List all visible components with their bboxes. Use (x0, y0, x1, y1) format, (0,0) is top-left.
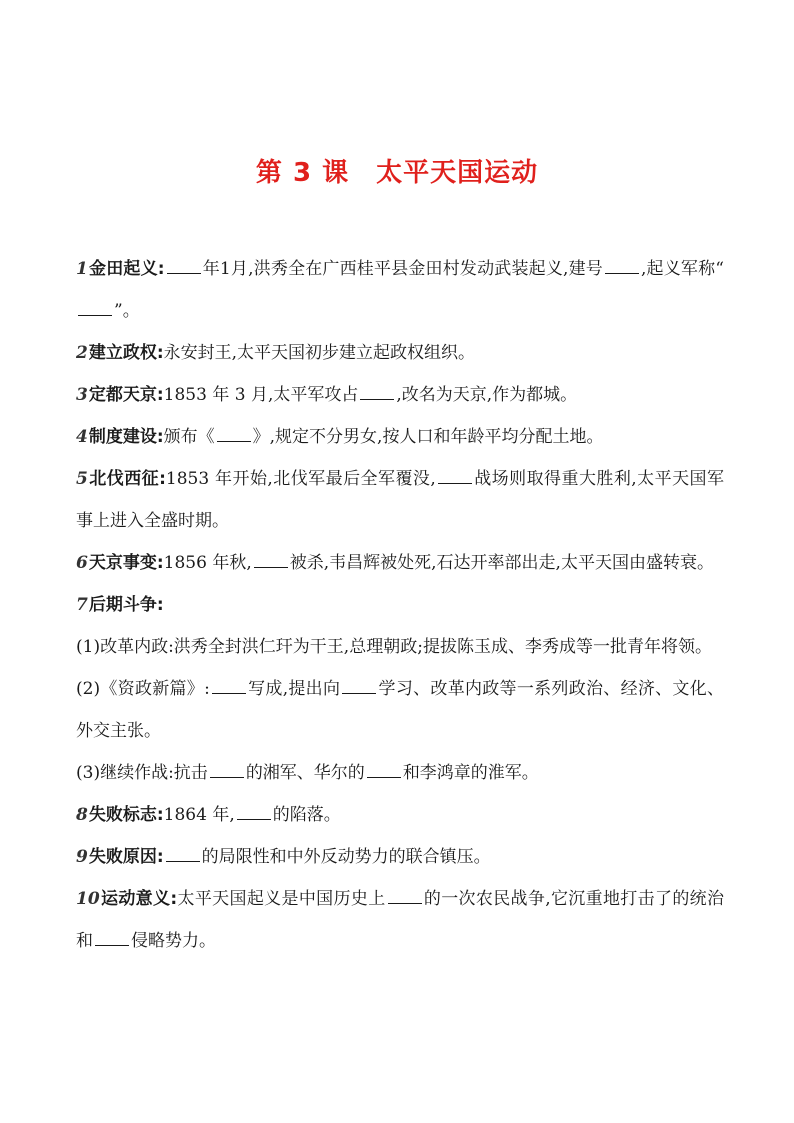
content-paragraph (76, 878, 724, 962)
fill-in-blank[interactable] (605, 259, 639, 274)
fill-in-blank[interactable] (342, 679, 376, 694)
content-paragraph (76, 542, 724, 584)
item-number: 3 (76, 385, 88, 405)
item-text: (1)改革内政:洪秀全封洪仁玕为干王,总理朝政;提拔陈玉成、李秀成等一批青年将领。 (76, 637, 712, 657)
item-text: 和李鸿章的淮军。 (402, 763, 539, 783)
content-paragraph (76, 332, 724, 374)
item-text: 》,规定不分男女,按人口和年龄平均分配土地。 (252, 427, 604, 447)
item-heading: 天京事变: (88, 553, 164, 573)
item-text: 的陷落。 (272, 805, 341, 825)
fill-in-blank[interactable] (360, 385, 394, 400)
item-text: 的一次农民战争,它沉重地打击了的统治和 (76, 889, 724, 951)
item-text: (3)继续作战:抗击 (76, 763, 208, 783)
fill-in-blank[interactable] (367, 763, 401, 778)
item-number: 2 (76, 343, 88, 363)
item-number: 9 (76, 847, 88, 867)
item-text: 的湘军、华尔的 (245, 763, 365, 783)
item-text: 年1月,洪秀全在广西桂平县金田村发动武装起义,建号 (202, 259, 603, 279)
item-heading: 后期斗争: (88, 595, 164, 615)
item-number: 5 (76, 469, 88, 489)
page-title: 第 3 课 太平天国运动 (255, 158, 539, 188)
fill-in-blank[interactable] (95, 931, 129, 946)
item-text: 被杀,韦昌辉被处死,石达开率部出走,太平天国由盛转衰。 (289, 553, 714, 573)
item-number: 4 (76, 427, 88, 447)
item-number: 7 (76, 595, 88, 615)
item-text: 1853 年 3 月,太平军攻占 (163, 385, 359, 405)
fill-in-blank[interactable] (254, 553, 288, 568)
content-paragraph (76, 626, 724, 668)
content-paragraph (76, 794, 724, 836)
item-heading: 失败原因: (88, 847, 164, 867)
item-number: 8 (76, 805, 88, 825)
item-number: 6 (76, 553, 88, 573)
content-paragraph (76, 416, 724, 458)
item-text: 写成,提出向 (247, 679, 341, 699)
lesson-content (76, 248, 724, 962)
item-text: ,改名为天京,作为都城。 (396, 385, 578, 405)
item-text: 1853 年开始,北伐军最后全军覆没, (165, 469, 436, 489)
item-text: ”。 (114, 301, 140, 321)
item-number: 1 (76, 259, 88, 279)
item-heading: 定都天京: (88, 385, 164, 405)
content-paragraph (76, 458, 724, 542)
fill-in-blank[interactable] (167, 259, 201, 274)
item-text: 颁布《 (163, 427, 215, 447)
item-heading: 运动意义: (100, 889, 178, 909)
item-heading: 失败标志: (88, 805, 164, 825)
item-text: 太平天国起义是中国历史上 (177, 889, 386, 909)
item-heading: 金田起义: (88, 259, 165, 279)
fill-in-blank[interactable] (212, 679, 246, 694)
content-paragraph (76, 668, 724, 752)
item-text: 永安封王,太平天国初步建立起政权组织。 (163, 343, 476, 363)
item-text: 战场则取得重大胜利,太平天国军事上进入全盛时期。 (76, 469, 724, 531)
fill-in-blank[interactable] (438, 469, 472, 484)
fill-in-blank[interactable] (388, 889, 422, 904)
fill-in-blank[interactable] (166, 847, 200, 862)
item-text: 1856 年秋, (163, 553, 252, 573)
item-text: 的局限性和中外反动势力的联合镇压。 (201, 847, 491, 867)
item-heading: 制度建设: (88, 427, 164, 447)
item-text: 1864 年, (163, 805, 235, 825)
item-text: ,起义军称“ (640, 259, 724, 279)
item-heading: 北伐西征: (88, 469, 166, 489)
item-text: 侵略势力。 (131, 931, 216, 951)
content-paragraph (76, 248, 724, 332)
item-text: 学习、改革内政等一系列政治、经济、文化、外交主张。 (76, 679, 725, 741)
item-number: 10 (76, 889, 100, 909)
content-paragraph (76, 584, 724, 626)
content-paragraph (76, 374, 724, 416)
fill-in-blank[interactable] (237, 805, 271, 820)
content-paragraph (76, 752, 724, 794)
content-paragraph (76, 836, 724, 878)
item-text: (2)《资政新篇》: (76, 679, 210, 699)
fill-in-blank[interactable] (78, 301, 112, 316)
fill-in-blank[interactable] (217, 427, 251, 442)
fill-in-blank[interactable] (210, 763, 244, 778)
item-heading: 建立政权: (88, 343, 164, 363)
